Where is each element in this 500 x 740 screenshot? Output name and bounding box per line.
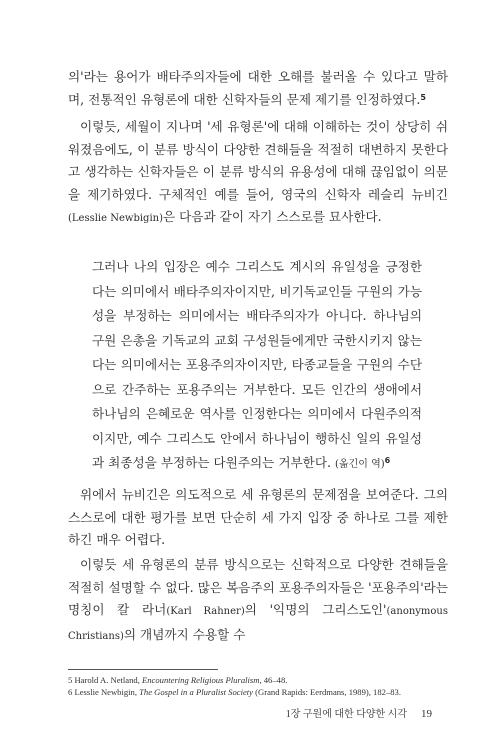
footnote-5 [68, 674, 458, 686]
paragraph-1-text: 의'라는 용어가 배타주의자들에 대한 오해를 불러올 수 있다고 말하며, 전통적인 유형론에 대한 신학자들의 문제 제기를 인정하였다. [68, 69, 448, 107]
block-quote [92, 255, 422, 478]
footnote-5-number: 5 [68, 675, 73, 685]
footnote-5-pages: , 46–48. [259, 675, 288, 685]
paragraph-1 [68, 66, 448, 111]
footnote-6 [68, 686, 458, 698]
paragraph-2 [68, 116, 448, 231]
paragraph-3-text: 위에서 뉴비긴은 의도적으로 세 유형론의 문제점을 보여준다. 그의 스스로에 대한 평가를 보면 단순히 세 가지 입장 중 하나로 그를 제한하긴 매우 어렵다. [68, 487, 448, 547]
paragraph-3 [68, 484, 448, 552]
footnote-5-title: Encountering Religious Pluralism [142, 675, 260, 685]
footnote-ref-5[interactable]: 5 [420, 92, 426, 102]
paragraph-2-english-name: (Lesslie Newbigin) [68, 213, 163, 224]
footnote-6-pages: (Grand Rapids: Eerdmans, 1989), 182–83. [253, 687, 401, 697]
translator-note: (옮긴이 역) [335, 459, 385, 470]
footnote-6-author: Lesslie Newbigin, [74, 687, 140, 697]
paragraph-4-text-end: 의 개념까지 수용할 수 [123, 626, 246, 642]
paragraph-4-english-name: (Karl Rahner) [166, 606, 245, 617]
page-footer [286, 705, 432, 720]
footnote-6-title: The Gospel in a Pluralist Society [139, 687, 253, 697]
block-quote-text: 그러나 나의 입장은 예수 그리스도 계시의 유일성을 긍정한다는 의미에서 배타주의자이지만, 비기독교인들 구원의 가능성을 부정하는 의미에서는 배타주의자가 아니다. 하나님의 구원 은총을 기독교의 교회 구성원들에게만 국한시키지 않는다는 의미에서는 포용주의자이지만, 타종교들을 구원의 수단으로 간주하는 포용주의는 거부한다. 모든 인간의 생애에서 하나님의 은혜로운 역사를 인정한다는 의미에서 다원주의적이지만, 예수 그리스도 안에서 하나님이 행하신 일의 유일성과 최종성을 부정하는 다원주의는 거부한다. [92, 259, 422, 470]
paragraph-4 [68, 554, 448, 648]
page-number: 19 [421, 708, 432, 720]
footnote-ref-6[interactable]: 6 [384, 456, 391, 465]
footnote-5-author: Harold A. Netland, [74, 675, 142, 685]
running-chapter-title: 1장 구원에 대한 다양한 시각 [285, 709, 407, 720]
paragraph-2-text-end: 은 다음과 같이 자기 스스로를 묘사한다. [163, 209, 382, 224]
paragraph-4-english-term: (anonymous Christians) [68, 606, 449, 642]
footnote-6-number: 6 [68, 687, 73, 697]
footnote-divider [68, 669, 218, 670]
paragraph-2-text: 이렇듯, 세월이 지나며 '세 유형론'에 대해 이해하는 것이 상당히 쉬워졌음에도, 이 분류 방식이 다양한 견해들을 적절히 대변하지 못한다고 생각하는 신학자들은 이 분류 방식의 유용성에 대해 끊임없이 의문을 제기하였다. 구체적인 예를 들어, 영국의 신학자 레슬리 뉴비긴 [68, 119, 448, 202]
paragraph-4-text-mid: 의 '익명의 그리스도인' [244, 602, 387, 617]
paragraph-4-text: 이렇듯 세 유형론의 분류 방식으로는 신학적으로 다양한 견해들을 적절히 설명할 수 없다. 많은 복음주의 포용주의자들은 '포용주의'라는 명칭이 칼 라너 [68, 557, 448, 617]
